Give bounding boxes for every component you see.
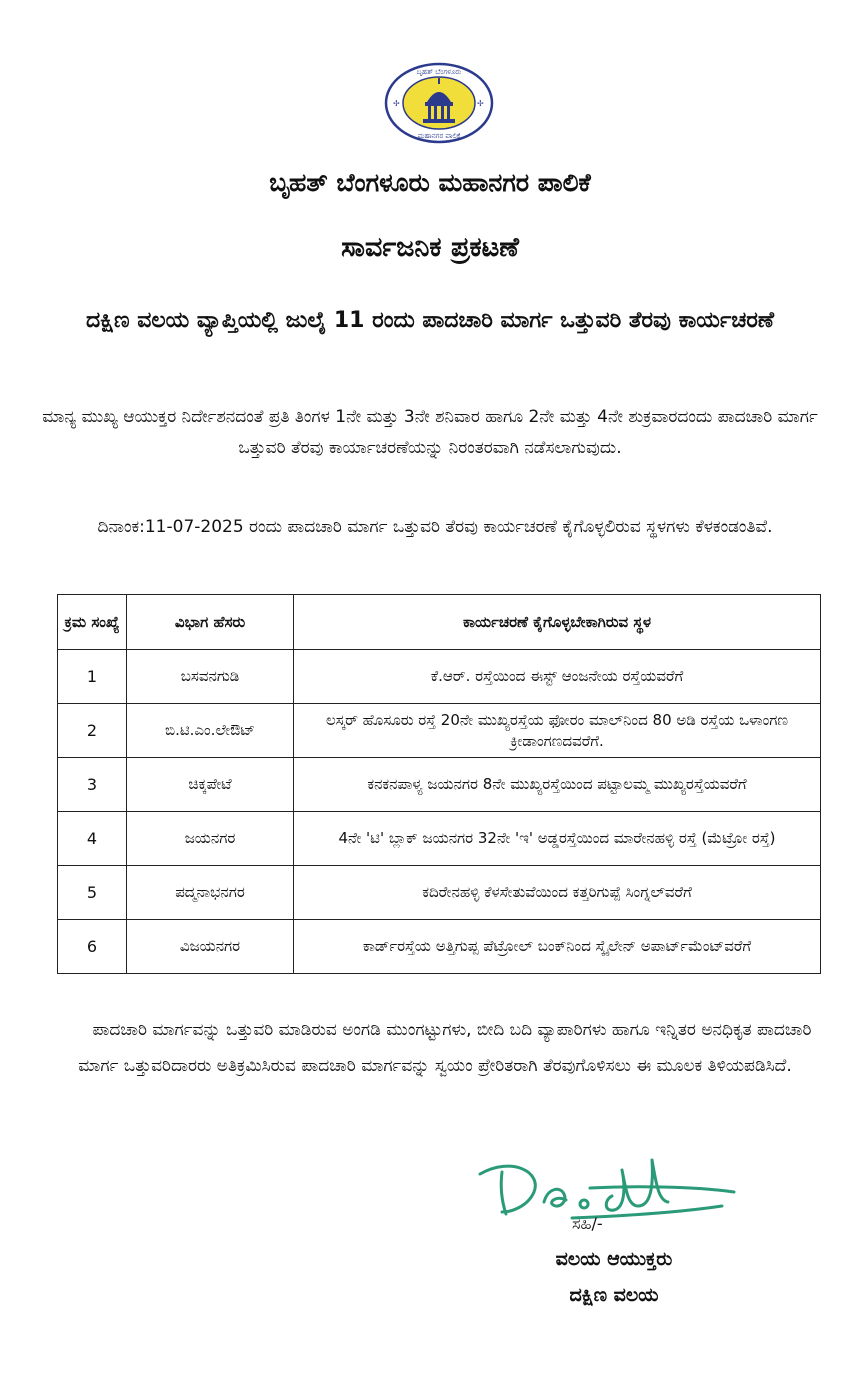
row-division: ಬಿ.ಟಿ.ಎಂ.ಲೇಔಟ್ xyxy=(127,704,294,758)
svg-text:✢: ✢ xyxy=(393,99,400,108)
row-place: ಲಸ್ಕರ್ ಹೊಸೂರು ರಸ್ತೆ 20ನೇ ಮುಖ್ಯರಸ್ತೆಯ ಫೋರಂ ಮಾಲ್‌ನಿಂದ 80 ಅಡಿ ರಸ್ತೆಯ ಒಳಾಂಗಣ ಕ್ರೀಡಾಂಗಣದವರೆಗೆ. xyxy=(294,704,821,758)
date-paragraph: ದಿನಾಂಕ:11-07-2025 ರಂದು ಪಾದಚಾರಿ ಮಾರ್ಗ ಒತ್ತುವರಿ ತೆರವು ಕಾರ್ಯಚರಣೆ ಕೈಗೊಳ್ಳಲಿರುವ ಸ್ಥಳಗಳು ಕೆಳಕಂಡಂತಿವೆ. xyxy=(97,517,773,537)
table-row xyxy=(58,866,821,920)
row-number: 1 xyxy=(58,650,127,704)
intro-paragraph: ಮಾನ್ಯ ಮುಖ್ಯ ಆಯುಕ್ತರ ನಿರ್ದೇಶನದಂತೆ ಪ್ರತಿ ತಿಂಗಳ 1ನೇ ಮತ್ತು 3ನೇ ಶನಿವಾರ ಹಾಗೂ 2ನೇ ಮತ್ತು 4ನೇ ಶುಕ್ರವಾರದಂದು ಪಾದಚಾರಿ ಮಾರ್ಗ ಒತ್ತುವರಿ ತೆರವು ಕಾರ್ಯಾಚರಣೆಯನ್ನು ನಿರಂತರವಾಗಿ ನಡೆಸಲಾಗುವುದು. xyxy=(42,407,818,458)
row-division: ಜಯನಗರ xyxy=(127,812,294,866)
row-number: 3 xyxy=(58,758,127,812)
signed-label: ಸಹಿ/- xyxy=(572,1214,603,1233)
locations-table xyxy=(57,594,821,974)
row-number: 6 xyxy=(58,920,127,974)
row-place: 4ನೇ 'ಟಿ' ಬ್ಲಾಕ್ ಜಯನಗರ 32ನೇ 'ಇ' ಅಡ್ಡರಸ್ತೆಯಿಂದ ಮಾರೇನಹಳ್ಳಿ ರಸ್ತೆ (ಮೆಟ್ರೋ ರಸ್ತೆ) xyxy=(294,812,821,866)
row-place: ಕೆ.ಆರ್. ರಸ್ತೆಯಿಂದ ಈಸ್ಟ್ ಆಂಜನೇಯ ರಸ್ತೆಯವರೆಗೆ xyxy=(294,650,821,704)
row-place: ಕಾರ್ಡ್‌ರಸ್ತೆಯ ಅತ್ತಿಗುಪ್ಪ ಪೆಟ್ರೋಲ್ ಬಂಕ್‌ನಿಂದ ಸ್ಕೈಲೇನ್ ಅಪಾರ್ಟ್‌ಮೆಂಟ್‌ವರೆಗೆ xyxy=(294,920,821,974)
notice-headline: ದಕ್ಷಿಣ ವಲಯ ವ್ಯಾಪ್ತಿಯಲ್ಲಿ ಜುಲೈ 11 ರಂದು ಪಾದಚಾರಿ ಮಾರ್ಗ ಒತ್ತುವರಿ ತೆರವು ಕಾರ್ಯಚರಣೆ xyxy=(86,308,774,333)
logo-text-bottom: ಮಹಾನಗರ ಪಾಲಿಕೆ xyxy=(417,132,461,140)
row-number: 2 xyxy=(58,704,127,758)
col-header-division: ವಿಭಾಗ ಹೆಸರು xyxy=(127,595,294,650)
table-row xyxy=(58,650,821,704)
notice-title: ಸಾರ್ವಜನಿಕ ಪ್ರಕಟಣೆ xyxy=(341,232,519,263)
bbmp-logo xyxy=(383,62,495,144)
table-header-row xyxy=(58,595,821,650)
row-place: ಕದಿರೇನಹಳ್ಳಿ ಕೆಳಸೇತುವೆಯಿಂದ ಕತ್ತರಿಗುಪ್ಪೆ ಸಿಂಗ್ನಲ್‌ವರೆಗೆ xyxy=(294,866,821,920)
table-row xyxy=(58,758,821,812)
svg-text:✢: ✢ xyxy=(477,99,484,108)
row-number: 4 xyxy=(58,812,127,866)
row-division: ಪದ್ಮನಾಭನಗರ xyxy=(127,866,294,920)
row-division: ವಿಜಯನಗರ xyxy=(127,920,294,974)
row-number: 5 xyxy=(58,866,127,920)
row-place: ಕನಕನಪಾಳ್ಯ ಜಯನಗರ 8ನೇ ಮುಖ್ಯರಸ್ತೆಯಿಂದ ಪಟ್ಟಾಲಮ್ಮ ಮುಖ್ಯರಸ್ತೆಯವರೆಗೆ xyxy=(294,758,821,812)
officer-title: ವಲಯ ಆಯುಕ್ತರು xyxy=(555,1248,673,1270)
organization-name: ಬೃಹತ್ ಬೆಂಗಳೂರು ಮಹಾನಗರ ಪಾಲಿಕೆ xyxy=(269,168,591,197)
officer-zone: ದಕ್ಷಿಣ ವಲಯ xyxy=(569,1284,659,1306)
row-division: ಚಿಕ್ಕಪೇಟೆ xyxy=(127,758,294,812)
col-header-serial: ಕ್ರಮ ಸಂಖ್ಯೆ xyxy=(58,595,127,650)
col-header-place: ಕಾರ್ಯಚರಣೆ ಕೈಗೊಳ್ಳಬೇಕಾಗಿರುವ ಸ್ಥಳ xyxy=(294,595,821,650)
signature-icon xyxy=(472,1130,742,1225)
closing-paragraph: ಪಾದಚಾರಿ ಮಾರ್ಗವನ್ನು ಒತ್ತುವರಿ ಮಾಡಿರುವ ಅಂಗಡಿ ಮುಂಗಟ್ಟುಗಳು, ಬೀದಿ ಬದಿ ವ್ಯಾಪಾರಿಗಳು ಹಾಗೂ ಇನ್ನಿತರ ಅನಧಿಕೃತ ಪಾದಚಾರಿ ಮಾರ್ಗ ಒತ್ತುವರಿದಾರರು ಅತಿಕ್ರಮಿಸಿರುವ ಪಾದಚಾರಿ ಮಾರ್ಗವನ್ನು ಸ್ವಯಂ ಪ್ರೇರಿತರಾಗಿ ತೆರವುಗೊಳಿಸಲು ಈ ಮೂಲಕ ತಿಳಿಯಪಡಿಸಿದೆ. xyxy=(78,1020,812,1076)
logo-text-top: ಬೃಹತ್ ಬೆಂಗಳೂರು xyxy=(416,68,462,76)
row-division: ಬಸವನಗುಡಿ xyxy=(127,650,294,704)
table-row xyxy=(58,920,821,974)
table-row xyxy=(58,704,821,758)
table-row xyxy=(58,812,821,866)
